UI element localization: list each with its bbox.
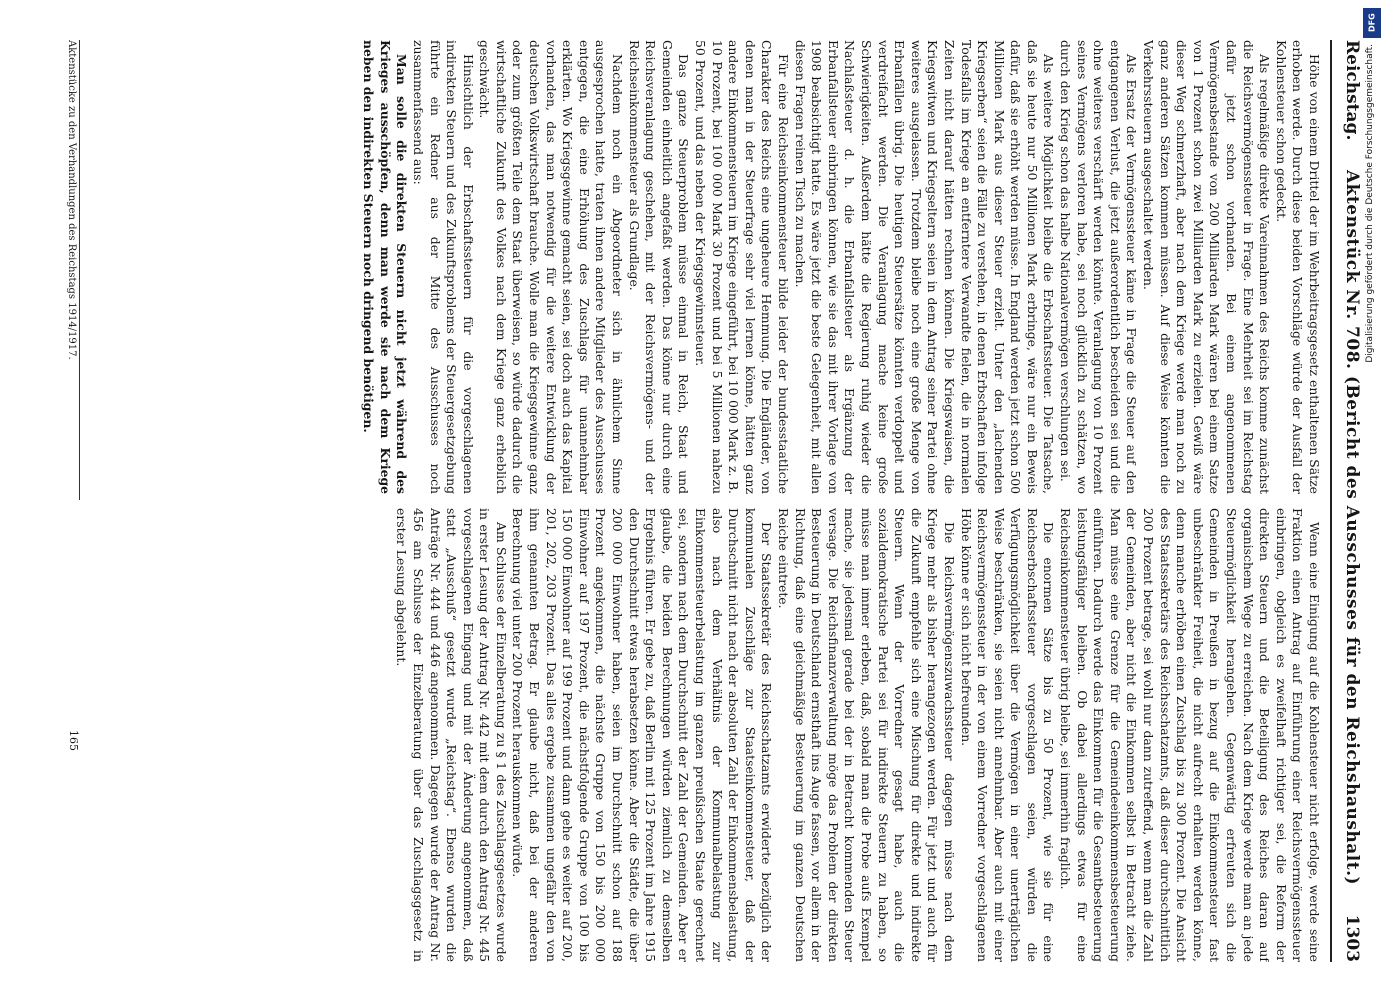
- paragraph: Am Schlusse der Einzelberatung zu § 1 des Zuschlagsgesetzes wurde in erster Lesung der Antrag Nr. 442 mit dem durch den Antrag Nr. 445 vorgeschlagenen Eingang und mit der Änderung angenommen, daß statt „Ausschuß“ gesetzt wurde „Reichstag“. Ebenso wurden die Anträge Nr. 444 und 446 angenommen. Dagegen wurde der Antrag Nr. 456 am Schlusse der Einzelberatung über das Zuschlagsgesetz in erster Lesung abgelehnt.: [394, 508, 509, 962]
- digitization-stamp: [1363, 8, 1381, 992]
- paragraph: Für eine Reichseinkommensteuer bilde leider der bundesstaatliche Charakter des Reichs eine ungeheure Hemmung. Die Engländer, von denen man in der Steuerfrage sehr viel lernen könne, hätten ganz andere Einkommensteuern im Kriege eingeführt, bei 10 000 Mark z. B. 10 Prozent, bei 100 000 Mark 30 Prozent und bei 5 Millionen nahezu 50 Prozent, und das neben der Kriegsgewinnsteuer.: [693, 40, 791, 494]
- stamp-text: Digitalisierung gefördert durch die Deutsche Forschungsgemeinschaft.: [1365, 44, 1375, 363]
- paragraph: Das ganze Steuerproblem müsse einmal in Reich, Staat und Gemeinden einheitlich angefaßt werden. Das könne nur durch eine Reichsveranlagung geschehen, mit der Reichsvermögens- und der Reichseinkommensteuer als Grundlage.: [626, 40, 692, 494]
- paragraph: Die Reichsvermögenszuwachssteuer dagegen müsse nach dem Kriege mehr als bisher herangezogen werden. Für jetzt und auch für die Zukunft empfehle sich eine Mischung für direkte und indirekte Steuern. Wenn der Vorredner gesagt habe, auch die sozialdemokratische Partei sei für indirekte Steuern zu haben, so müsse man immer erleben, daß, sobald man die Probe aufs Exempel mache, sie jedesmal gerade bei der in Betracht kommenden Steuer versage. Die Reichsfinanzverwaltung möge das Problem der direkten Besteuerung in Deutschland ernsthaft ins Auge fassen, vor allem in der Richtung, daß eine gleichmäßige Besteuerung im ganzen Deutschen Reiche eintrete.: [776, 508, 957, 962]
- paragraph: Man solle die direkten Steuern nicht jetzt während des Krieges ausschöpfen, denn man werde sie nach dem Kriege neben den indirekten Steuern noch dringend benötigen.: [361, 40, 410, 494]
- header-title: Aktenstück Nr. 708. (Bericht des Ausschusses für den Reichshaushalt.): [1342, 169, 1362, 886]
- right-column: [92, 508, 1322, 962]
- page-number: 1303: [1342, 914, 1362, 962]
- signature-mark: 165: [67, 730, 80, 751]
- text-columns: [92, 40, 1322, 962]
- dfg-logo: DFG: [1363, 8, 1381, 38]
- paragraph: Die enormen Sätze bis zu 50 Prozent, wie sie für eine Reichserbschaftssteuer vorgeschlagen seien, würden die Verfügungsmöglichkeit über die Vermögen in einer unerträglichen Weise beschränken, sie seien nicht annehmbar. Aber auch mit einer Reichsvermögenssteuer in der von einem Vorredner vorgeschlagenen Höhe könne er sich nicht befreunden.: [958, 508, 1057, 962]
- document-page: [20, 40, 1362, 962]
- page-header: [1330, 40, 1362, 962]
- paragraph: Höhe von einem Drittel der im Wehrbeitragsgesetz enthaltenen Sätze erhoben werde. Durch diese beiden Vorschläge würde der Ausfall der Kohlensteuer schon gedeckt.: [1273, 40, 1322, 494]
- left-column: [92, 40, 1322, 494]
- paragraph: Der Staatssekretär des Reichsschatzamts erwiderte bezüglich der kommunalen Zuschläge zur Staatseinkommensteuer, daß der Durchschnitt nicht nach der absoluten Zahl der Einkommensbelastung, also nach dem Verhältnis der Kommunalbelastung zur Einkommensteuerbelastung im ganzen preußischen Staate gerechnet sei, sondern nach dem Durchschnitt der Zahl der Gemeinden. Aber er glaube, die beiden Berechnungen würden ziemlich zu demselben Ergebnis führen. Er gebe zu, daß Berlin mit 125 Prozent im Jahre 1915 den Durchschnitt etwas herabsetzen könne. Aber die Städte, die über 200 000 Einwohner haben, seien im Durchschnitt schon auf 188 Prozent angekommen, die nächste Gruppe von 150 bis 200 000 Einwohner auf 197 Prozent, die nächstfolgende Gruppe von 100 bis 150 000 Einwohner auf 199 Prozent und dann gehe es weiter auf 200, 201, 202, 203 Prozent. Das alles ergebe zusammen ungefähr den von ihm genannten Betrag. Er glaube nicht, daß bei der anderen Berechnung viel unter 200 Prozent herauskommen würde.: [510, 508, 775, 962]
- paragraph: Als regelmäßige direkte Vareinnahmen des Reichs komme zunächst die Reichsvermögenssteuer in Frage. Eine Mehrheit sei im Reichstag dafür jetzt schon vorhanden. Bei einem angenommenen Vermögensbestande von 200 Milliarden Mark wären bei einem Satze von 1 Prozent schon zwei Milliarden Mark zu erzielen. Gewiß wäre dieser Weg schmerzhaft, aber nach dem Kriege werde man noch zu ganz anderen Sätzen kommen müssen. Auf diese Weise könnten die Verkehrssteuern ausgeschaltet werden.: [1141, 40, 1273, 494]
- paragraph: Als weitere Möglichkeit bleibe die Erbschaftssteuer. Die Tatsache, daß sie heute nur 50 Millionen Mark erbringe, wäre nur ein Beweis dafür, daß sie erhöht werden müsse. In England werden jetzt schon 500 Millionen Mark aus dieser Steuer erzielt. Unter den „lachenden Kriegserben“ seien die Fälle zu verstehen, in denen Erbschaften infolge Todesfalls im Kriege an entferntere Verwandte fielen, die in normalen Zeiten nicht darauf hätten rechnen können. Die Kriegswaisen, die Kriegswitwen und Kriegseltern seien in dem Antrag seiner Partei ohne weiteres ausgelassen. Trotzdem bleibe noch eine große Menge von Erbanfällen übrig. Die heutigen Steuersätze könnten verdoppelt und verdreifacht werden. Die Veranlagung mache keine große Schwierigkeiten. Außerdem hätte die Regierung ruhig wieder die Nachlaßsteuer d. h. die Erbanfallsteuer als Ergänzung der Erbanfallsteuer einbringen können, wie sie das mit ihrer Vorlage von 1908 beabsichtigt hatte. Es wäre jetzt die beste Gelegenheit, mit allen diesen Fragen reinen Tisch zu machen.: [792, 40, 1057, 494]
- paragraph: Wenn eine Einigung auf die Kohlensteuer nicht erfolge, werde seine Fraktion einen Antrag auf Einführung einer Reichsvermögenssteuer einbringen, obgleich es zweifelhaft richtiger sei, die Reform der direkten Steuern und die Beteiligung des Reiches daran auf organischem Wege zu erreichen. Nach dem Kriege werde man an jede Steuermöglichkeit herangehen. Gegenwärtig erfreuten sich die Gemeinden in Preußen in bezug auf die Einkommensteuer fast unbeschränkter Freiheit, die nicht aufrecht erhalten werden könne, denn manche erhöben einen Zuschlag bis zu 300 Prozent. Die Ansicht des Staatssekretärs des Reichsschatzamts, daß dieser durchschnittlich 200 Prozent betrage, sei wohl nur dann zutreffend, wenn man die Zahl der Gemeinden, aber nicht die Einkommen selbst in Betracht ziehe. Man müsse eine Grenze für die Gemeindeeinkommensbesteuerung einführen. Dadurch werde das Einkommen für die Gesamtbesteuerung leistungsfähiger bleiben. Ob dabei allerdings etwas für eine Reichseinkommensteuer übrig bleibe, sei immerhin fraglich.: [1058, 508, 1322, 962]
- paragraph: Nachdem noch ein Abgeordneter sich in ähnlichem Sinne ausgesprochen hatte, traten ihnen andere Mitglieder des Ausschusses entgegen, die eine Erhöhung des Zuschlags für unannehmbar erklärten. Wo Kriegsgewinne gemacht seien, sei doch auch das Kapital vorhanden, das man notwendig für die weitere Entwicklung der deutschen Volkswirtschaft brauche. Wolle man die Kriegsgewinne ganz oder zum größten Teile dem Staat überweisen, so würde dadurch die wirtschaftliche Zukunft des Volkes nach dem Kriege ganz erheblich geschwächt.: [477, 40, 626, 494]
- paragraph: Hinsichtlich der Erbschaftssteuern für die vorgeschlagenen indirekten Steuern und des Zukunftsproblems der Steuergesetzgebung führte ein Redner aus der Mitte des Ausschusses noch zusammenfassend aus:: [410, 40, 476, 494]
- header-left: Reichstag.: [1342, 40, 1362, 141]
- footnote: Aktenstücke zu den Verhandlungen des Reichstags 1914/1917.: [66, 40, 80, 500]
- paragraph: Als Ersatz der Vermögenssteuer käme in Frage die Steuer auf den entgangenen Verlust, die jetzt außerordentlich bescheiden sei und die ohne weiteres verschärft werden könnte. Veranlagung von 10 Prozent seines Vermögens verloren habe, sei noch glücklich zu schätzen, wo durch den Krieg schon das halbe Nationalvermögen verschlungen sei.: [1058, 40, 1140, 494]
